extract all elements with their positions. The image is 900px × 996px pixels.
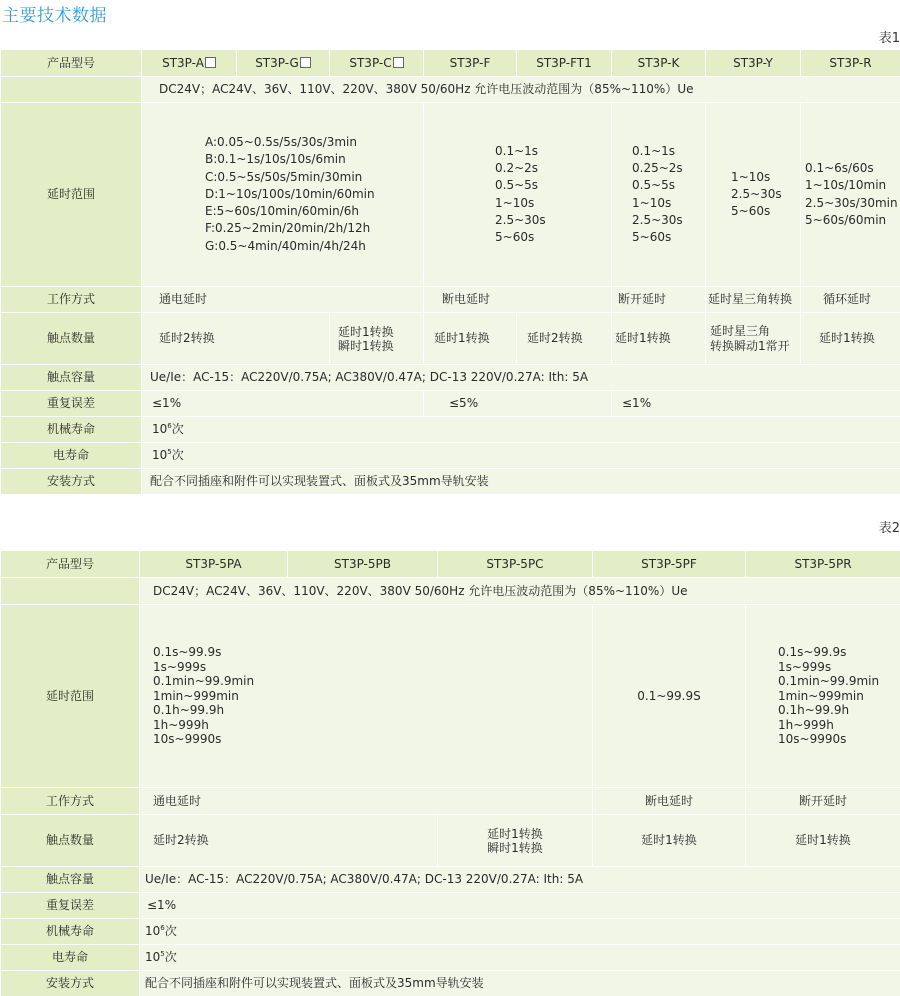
- model-header: ST3P-5PR: [746, 551, 900, 578]
- elec-life-row: [1, 945, 900, 971]
- checkbox-square-icon: [300, 57, 311, 68]
- delay-range-value: 0.1~99.9S: [593, 605, 746, 788]
- repeat-error-row: [1, 893, 900, 919]
- work-mode-value: 通电延时: [140, 788, 593, 815]
- contacts-row: [1, 815, 900, 867]
- spec-table-1: [0, 49, 900, 495]
- repeat-error-label: 重复误差: [1, 893, 140, 919]
- install-label: 安装方式: [1, 971, 140, 996]
- model-header: ST3P-C: [330, 50, 424, 77]
- checkbox-square-icon: [205, 57, 216, 68]
- contacts-value: 延时1转换 瞬时1转换: [438, 815, 593, 867]
- install-row: [1, 971, 900, 996]
- voltage-row: [1, 578, 900, 605]
- delay-range-value: 0.1s~99.9s 1s~999s 0.1min~99.9min 1min~999min 0.1h~99.9h 1h~999h 10s~9990s: [140, 605, 593, 788]
- delay-range-label: 延时范围: [1, 103, 142, 287]
- delay-range-value: A:0.05~0.5s/5s/30s/3min B:0.1~1s/10s/10s/6min C:0.5~5s/50s/5min/30min D:1~10s/100s/10min/60min E:5~60s/10min/60min/6h F:0.25~2min/20min/2h/12h G:0.5~4min/40min/4h/24h: [142, 103, 424, 287]
- repeat-error-value: ≤5%: [424, 391, 612, 417]
- work-mode-value: 断开延时: [612, 287, 706, 313]
- work-mode-label: 工作方式: [1, 788, 140, 815]
- product-model-label: 产品型号: [1, 50, 142, 77]
- work-mode-value: 断开延时: [746, 788, 900, 815]
- contacts-value: 延时2转换: [142, 313, 330, 365]
- work-mode-row: [1, 788, 900, 815]
- elec-life-value: $10^5$次: [142, 443, 900, 469]
- delay-range-row: [1, 103, 900, 287]
- contacts-label: 触点数量: [1, 313, 142, 365]
- delay-range-value: 0.1~6s/60s 1~10s/10min 2.5~30s/30min 5~60s/60min: [801, 103, 900, 287]
- work-mode-value: 循环延时: [801, 287, 900, 313]
- model-header: ST3P-5PA: [140, 551, 288, 578]
- repeat-error-row: [1, 391, 900, 417]
- install-value: 配合不同插座和附件可以实现装置式、面板式及35mm导轨安装: [140, 971, 900, 996]
- model-header: ST3P-G: [237, 50, 330, 77]
- contacts-label: 触点数量: [1, 815, 140, 867]
- delay-range-label: 延时范围: [1, 605, 140, 788]
- table1-label: 表1: [878, 31, 900, 46]
- table2-header-row: [1, 551, 900, 578]
- spec-table-2: [0, 550, 900, 996]
- install-label: 安装方式: [1, 469, 142, 495]
- contacts-value: 延时1转换: [746, 815, 900, 867]
- work-mode-label: 工作方式: [1, 287, 142, 313]
- mech-life-value: $10^6$次: [142, 417, 900, 443]
- delay-range-value: 0.1~1s 0.2~2s 0.5~5s 1~10s 2.5~30s 5~60s: [424, 103, 612, 287]
- model-header: ST3P-F: [424, 50, 517, 77]
- contacts-value: 延时星三角 转换瞬动1常开: [706, 313, 801, 365]
- capacity-label: 触点容量: [1, 365, 142, 391]
- model-header: ST3P-K: [612, 50, 706, 77]
- checkbox-square-icon: [393, 57, 404, 68]
- repeat-error-value: ≤1%: [612, 391, 900, 417]
- capacity-value: Ue/Ie：AC-15：AC220V/0.75A; AC380V/0.47A; DC-13 220V/0.27A: Ith: 5A: [142, 365, 900, 391]
- page-title: 主要技术数据: [2, 6, 107, 26]
- work-mode-value: 断电延时: [424, 287, 612, 313]
- mech-life-label: 机械寿命: [1, 919, 140, 945]
- model-header: ST3P-R: [801, 50, 900, 77]
- voltage-row: [1, 77, 900, 103]
- model-header: ST3P-5PF: [593, 551, 746, 578]
- mech-life-row: [1, 417, 900, 443]
- capacity-label: 触点容量: [1, 867, 140, 893]
- work-mode-value: 断电延时: [593, 788, 746, 815]
- product-model-label: 产品型号: [1, 551, 140, 578]
- model-header: ST3P-5PC: [438, 551, 593, 578]
- contacts-value: 延时2转换: [140, 815, 438, 867]
- contacts-value: 延时1转换: [593, 815, 746, 867]
- contacts-value: 延时1转换: [424, 313, 517, 365]
- mech-life-value: $10^6$次: [140, 919, 900, 945]
- install-value: 配合不同插座和附件可以实现装置式、面板式及35mm导轨安装: [142, 469, 900, 495]
- contacts-row: [1, 313, 900, 365]
- voltage-value: DC24V；AC24V、36V、110V、220V、380V 50/60Hz 允许电压波动范围为（85%~110%）Ue: [140, 578, 900, 605]
- repeat-error-value: ≤1%: [140, 893, 900, 919]
- delay-range-value: 1~10s 2.5~30s 5~60s: [706, 103, 801, 287]
- install-row: [1, 469, 900, 495]
- contacts-value: 延时1转换: [801, 313, 900, 365]
- work-mode-row: [1, 287, 900, 313]
- repeat-error-label: 重复误差: [1, 391, 142, 417]
- capacity-row: [1, 365, 900, 391]
- table2-label: 表2: [878, 521, 900, 536]
- repeat-error-value: ≤1%: [142, 391, 424, 417]
- model-header: ST3P-5PB: [288, 551, 438, 578]
- elec-life-label: 电寿命: [1, 443, 142, 469]
- model-header: ST3P-Y: [706, 50, 801, 77]
- contacts-value: 延时2转换: [517, 313, 612, 365]
- model-header: ST3P-A: [142, 50, 237, 77]
- mech-life-label: 机械寿命: [1, 417, 142, 443]
- elec-life-value: $10^5$次: [140, 945, 900, 971]
- table1-header-row: [1, 50, 900, 77]
- voltage-value: DC24V；AC24V、36V、110V、220V、380V 50/60Hz 允许电压波动范围为（85%~110%）Ue: [142, 77, 900, 103]
- delay-range-row: [1, 605, 900, 788]
- work-mode-value: 延时星三角转换: [706, 287, 801, 313]
- voltage-label-cell: [1, 578, 140, 605]
- elec-life-label: 电寿命: [1, 945, 140, 971]
- mech-life-row: [1, 919, 900, 945]
- contacts-value: 延时1转换 瞬时1转换: [330, 313, 424, 365]
- elec-life-row: [1, 443, 900, 469]
- capacity-row: [1, 867, 900, 893]
- capacity-value: Ue/Ie：AC-15：AC220V/0.75A; AC380V/0.47A; DC-13 220V/0.27A: Ith: 5A: [140, 867, 900, 893]
- model-header: ST3P-FT1: [517, 50, 612, 77]
- delay-range-value: 0.1~1s 0.25~2s 0.5~5s 1~10s 2.5~30s 5~60s: [612, 103, 706, 287]
- delay-range-value: 0.1s~99.9s 1s~999s 0.1min~99.9min 1min~999min 0.1h~99.9h 1h~999h 10s~9990s: [746, 605, 900, 788]
- voltage-label-cell: [1, 77, 142, 103]
- work-mode-value: 通电延时: [142, 287, 424, 313]
- contacts-value: 延时1转换: [612, 313, 706, 365]
